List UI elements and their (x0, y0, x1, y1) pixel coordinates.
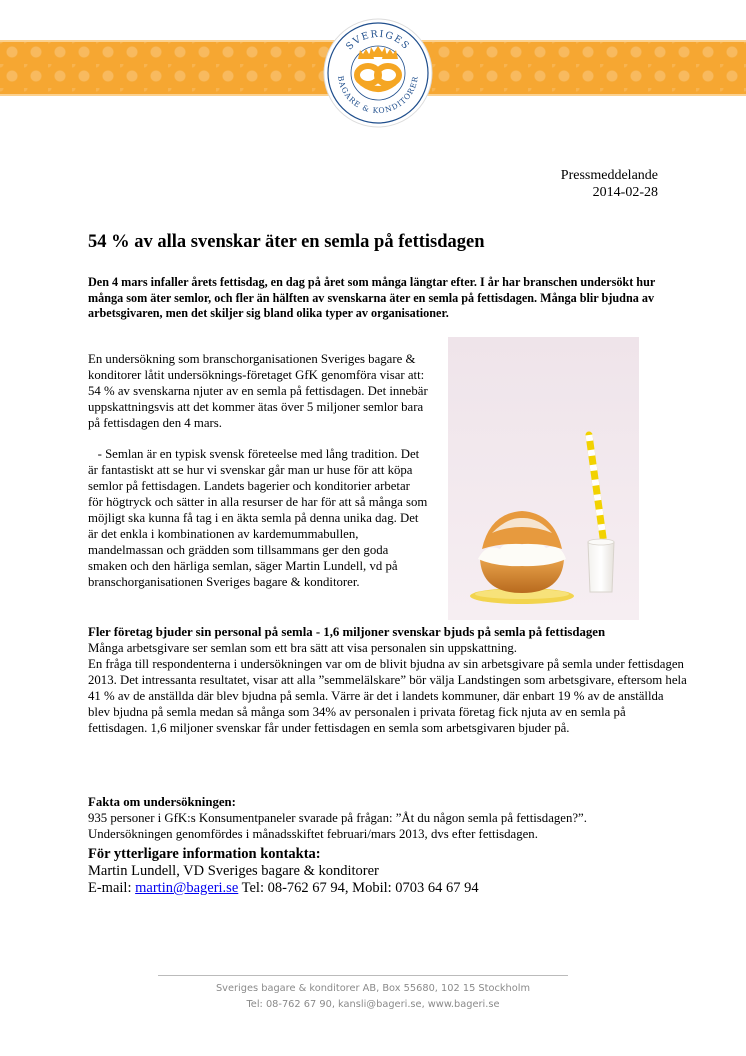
document-type: Pressmeddelande (560, 168, 658, 183)
survey-facts-line-1: 935 personer i GfK:s Konsumentpaneler svarade på frågan: ”Åt du någon semla på fettisdagen?”. (88, 811, 587, 825)
body-paragraph-1: En undersökning som branschorganisationen Sveriges bagare & konditorer låtit undersöknings-företaget GfK genomföra visar att: 54 % av svenskarna njuter av en semla på fettisdagen. Det innebär uppskattningsvis att det kommer ätas över 5 miljoner semlor bara på fettisdagen den 4 mars. (88, 352, 428, 430)
footer-contact: Tel: 08-762 67 90, kansli@bageri.se, www.bageri.se (246, 999, 500, 1010)
press-headline: 54 % av alla svenskar äter en semla på fettisdagen (88, 232, 485, 252)
contact-name: Martin Lundell, VD Sveriges bagare & konditorer (88, 863, 379, 879)
employer-section (88, 624, 688, 736)
employer-section-intro: Många arbetsgivare ser semlan som ett bra sätt att visa personalen sin uppskattning. (88, 641, 517, 655)
footer-divider (158, 975, 568, 976)
survey-facts-heading: Fakta om undersökningen: (88, 795, 236, 809)
body-paragraph-2: - Semlan är en typisk svensk företeelse med lång tradition. Det är fantastiskt att se hur vi svenskar går man ur huse för att köpa semlor på fettisdagen. Landets bagerier och konditorier arbetar för högtryck och sätter in alla resurser de har för att så många som möjligt ska kunna få tag i en äkta semla på denna unika dag. Det är det enkla i kombinationen av kardemummabullen, mandelmassan och grädden som tillsammans ger den goda smaken och den härliga semlan, säger Martin Lundell, vd på branschorganisationen Sveriges bagare & konditorer. (88, 447, 431, 589)
survey-facts-line-2: Undersökningen genomfördes i månadsskiftet februari/mars 2013, dvs efter fettisdagen. (88, 827, 538, 841)
semla-photo (448, 337, 639, 620)
document-date: 2014-02-28 (592, 185, 658, 200)
logo-text-top: SVERIGES (344, 28, 412, 53)
survey-facts-section (88, 794, 688, 842)
employer-section-heading: Fler företag bjuder sin personal på semla - 1,6 miljoner svenskar bjuds på semla på fettisdagen (88, 625, 606, 639)
contact-details (88, 880, 479, 897)
footer-address: Sveriges bagare & konditorer AB, Box 55680, 102 15 Stockholm (215, 983, 531, 994)
milk-glass-icon (588, 539, 614, 592)
lead-paragraph: Den 4 mars infaller årets fettisdag, en dag på året som många längtar efter. I år har branschen undersökt hur många som äter semlor, och fler än hälften av svenskarna äter en semla på fettisdagen. Många blir bjudna av arbetsgivaren, men det skiljer sig bland olika typer av organisationer. (88, 275, 656, 320)
document-meta (561, 167, 658, 201)
employer-section-text: En fråga till respondenterna i undersökningen var om de blivit bjudna av sin arbetsgivare på semla under fettisdagen 2013. Det intressanta resultatet, visar att alla ”semmelälskare” bör välja Landstingen som arbetsgivare, eftersom hela 41 % av de anställda där blev bjudna på semla. Värre är det i landets kommuner, där enbart 19 % av de anställda blev bjudna på semla medan så många som 34% av personalen i privata företag fick njuta av en semla på fettisdagen. 1,6 miljoner svenskar får under fettisdagen en semla som arbetsgivaren bjuder på. (88, 657, 687, 735)
contact-block (88, 846, 479, 897)
email-link[interactable]: martin@bageri.se (135, 880, 239, 896)
page-footer (0, 981, 746, 1013)
logo-text-bottom: BAGARE & KONDITORER (336, 75, 420, 116)
contact-heading: För ytterligare information kontakta: (88, 846, 321, 862)
brand-logo-emblem (322, 17, 434, 129)
contact-phones: Tel: 08-762 67 94, Mobil: 0703 64 67 94 (238, 880, 479, 896)
email-label: E-mail: (88, 880, 136, 896)
